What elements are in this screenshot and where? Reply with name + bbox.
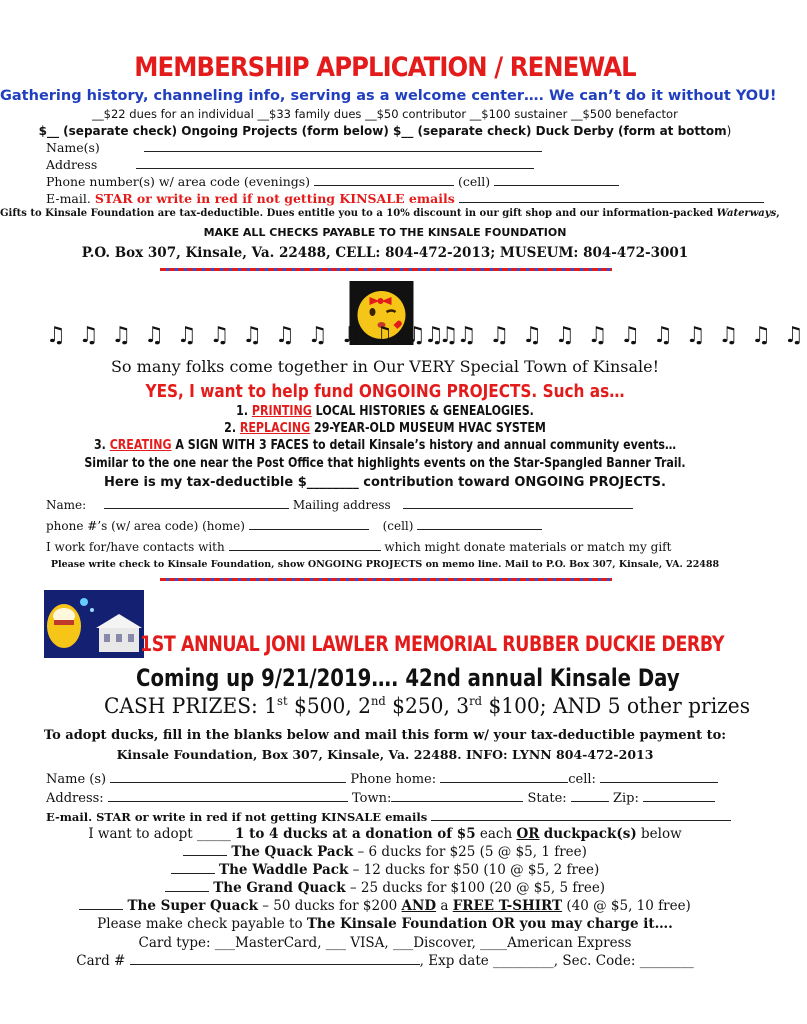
derby-name-field[interactable] <box>110 771 346 783</box>
pack3-name: The Grand Quack <box>213 880 346 896</box>
payable-b: The Kinsale Foundation OR you may charge it…. <box>306 916 673 932</box>
address-row <box>46 157 534 172</box>
item3-key: CREATING <box>109 438 172 453</box>
names-field[interactable] <box>144 140 542 152</box>
pack3-desc: – 25 ducks for $100 (20 @ $5, 5 free) <box>345 880 606 896</box>
exp-seccode[interactable]: , Exp date _________, Sec. Code: ________ <box>419 953 694 969</box>
names-row <box>46 140 542 155</box>
cash-prizes <box>104 694 750 718</box>
card-type-line[interactable]: Card type: ___MasterCard, ___ VISA, ___Discover, ____American Express <box>138 935 632 951</box>
payable-a: Please make check payable to <box>97 916 307 932</box>
derby-cell-field[interactable] <box>600 771 718 783</box>
projects-phone-label: phone #’s (w/ area code) (home) <box>46 519 245 533</box>
adopt-or: OR <box>516 826 540 842</box>
card-num-label: Card # <box>76 953 126 969</box>
pack2-desc: – 12 ducks for $50 (10 @ $5, 2 free) <box>348 862 600 878</box>
pack-grand[interactable] <box>0 880 770 896</box>
town-label: Town: <box>351 791 392 806</box>
cash-b: $500, 2 <box>287 694 371 718</box>
contribution-line[interactable] <box>0 475 770 490</box>
waterways-text: Waterways <box>716 208 777 219</box>
adopt-f: duckpack(s) <box>543 826 637 842</box>
derby-date: Coming up 9/21/2019…. 42nd annual Kinsale Day <box>136 664 680 692</box>
contribution-end: ONGOING PROJECTS. <box>514 475 666 490</box>
cash-d: $100; AND 5 other prizes <box>482 694 751 718</box>
phone-home-label: Phone home: <box>350 772 437 787</box>
pack-waddle[interactable] <box>0 862 770 878</box>
form-at-bottom-text: form at bottom <box>623 124 727 138</box>
mailing-field[interactable] <box>403 497 633 509</box>
projects-phone-row <box>46 518 542 533</box>
email-field[interactable] <box>459 191 764 203</box>
adopt-b: 1 to 4 ducks at a donation of $5 <box>235 826 476 842</box>
paren-close: ) <box>726 124 732 138</box>
pack-super[interactable] <box>0 898 770 914</box>
cash-a: CASH PRIZES: 1 <box>104 694 278 718</box>
phone-home-field[interactable] <box>440 771 568 783</box>
mailing-label: Mailing address <box>292 498 391 512</box>
page-title: MEMBERSHIP APPLICATION / RENEWAL <box>134 52 636 83</box>
projects-home-field[interactable] <box>249 518 369 530</box>
pack4-and: AND <box>401 898 437 914</box>
item1-rest: LOCAL HISTORIES & GENEALOGIES. <box>311 404 534 419</box>
projects-cell-field[interactable] <box>417 518 542 530</box>
duck-derby-photo-icon <box>44 590 144 658</box>
derby-name-label: Name (s) <box>46 772 107 787</box>
music-notes-left: ♫ ♫ ♫ ♫ ♫ ♫ ♫ ♫ ♫ ♫ ♫ ♫ ♫ <box>46 323 462 348</box>
pack4-a: a <box>436 898 453 914</box>
tax-note <box>0 208 780 219</box>
email-red-note: STAR or write in red if not getting KINSALE emails <box>94 191 455 206</box>
pack2-name: The Waddle Pack <box>219 862 349 878</box>
item2-key: REPLACING <box>239 421 311 436</box>
item2-num: 2. <box>224 421 240 436</box>
state-field[interactable] <box>571 790 609 802</box>
derby-address-row <box>46 790 715 806</box>
projects-name-field[interactable] <box>104 497 289 509</box>
email-row <box>46 191 764 206</box>
separate-checks-text: $__ (separate check) Ongoing Projects (form below) $__ (separate check) Duck Derby ( <box>38 124 624 138</box>
music-notes-right: ♫ ♫ ♫ ♫ ♫ ♫ ♫ ♫ ♫ ♫ ♫ ♫ <box>424 323 807 348</box>
projects-name-row <box>46 497 633 512</box>
pack4-desc2: (40 @ $5, 10 free) <box>562 898 691 914</box>
checks-payable: MAKE ALL CHECKS PAYABLE TO THE KINSALE FOUNDATION <box>203 226 567 239</box>
derby-address-label: Address: <box>46 791 104 806</box>
derby-address-field[interactable] <box>108 790 348 802</box>
page-subtitle: Gathering history, channeling info, serving as a welcome center…. We can’t do it without YOU! <box>0 88 777 104</box>
projects-cell-label: (cell) <box>382 519 414 533</box>
adopt-c: each <box>475 826 517 842</box>
phone-row <box>46 174 619 189</box>
address-label: Address <box>46 157 98 172</box>
derby-cell-label: cell: <box>568 772 596 787</box>
projects-headline: YES, I want to help fund ONGOING PROJECTS. Such as… <box>145 381 625 402</box>
pack3-field[interactable] <box>165 880 209 892</box>
derby-email-text: E-mail. STAR or write in red if not getting KINSALE emails <box>46 810 428 824</box>
project-item-3 <box>58 438 713 453</box>
item3-rest: A SIGN WITH 3 FACES to detail Kinsale’s history and annual community events… <box>171 438 677 453</box>
cell-label: (cell) <box>458 174 491 189</box>
pack2-field[interactable] <box>171 862 215 874</box>
project-item-2 <box>58 421 713 436</box>
cash-rd: rd <box>469 694 483 708</box>
derby-email-row <box>46 809 731 824</box>
adopt-g: below <box>636 826 682 842</box>
contact-line: P.O. Box 307, Kinsale, Va. 22488, CELL: 804-472-2013; MUSEUM: 804-472-3001 <box>81 245 689 261</box>
work-end: which might donate materials or match my gift <box>384 540 672 554</box>
dues-options[interactable]: __$22 dues for an individual __$33 family dues __$50 contributor __$100 sustainer __$500 benefactor <box>92 107 678 121</box>
item2-rest: 29-YEAR-OLD MUSEUM HVAC SYSTEM <box>310 421 546 436</box>
pack4-desc1: – 50 ducks for $200 <box>257 898 402 914</box>
item3-num: 3. <box>93 438 110 453</box>
work-label: I work for/have contacts with <box>46 540 225 554</box>
names-label: Name(s) <box>46 140 100 155</box>
pack1-field[interactable] <box>183 844 227 856</box>
card-num-field[interactable] <box>130 953 420 965</box>
divider <box>160 268 612 271</box>
address-field[interactable] <box>136 157 534 169</box>
adopt-line[interactable] <box>0 826 770 842</box>
contribution-text: Here is my tax-deductible $________ contribution toward <box>104 475 515 490</box>
divider <box>160 578 612 581</box>
adopt-instructions: To adopt ducks, fill in the blanks below and mail this form w/ your tax-deductible payment to: <box>43 728 727 743</box>
check-note: Please write check to Kinsale Foundation, show ONGOING PROJECTS on memo line. Mail to P.O. Box 307, Kinsale, VA. 22488 <box>50 559 720 570</box>
cash-nd: nd <box>370 694 386 708</box>
pack4-name: The Super Quack <box>127 898 258 914</box>
card-number-line <box>0 953 770 969</box>
tax-note-end: , <box>776 208 780 219</box>
pack4-field[interactable] <box>79 898 123 910</box>
projects-intro: So many folks come together in Our VERY Special Town of Kinsale! <box>110 357 660 376</box>
derby-name-row <box>46 771 718 787</box>
adopt-a: I want to adopt _____ <box>88 826 236 842</box>
projects-name-label: Name: <box>46 498 87 512</box>
pack-quack[interactable] <box>0 844 770 860</box>
derby-email-field[interactable] <box>431 809 731 821</box>
state-label: State: <box>527 791 567 806</box>
phone-evening-field[interactable] <box>314 174 454 186</box>
pack1-desc: – 6 ducks for $25 (5 @ $5, 1 free) <box>353 844 587 860</box>
tax-note-text: Gifts to Kinsale Foundation are tax-deductible. Dues entitle you to a 10% discount in our gift shop and our information-packed <box>0 208 717 219</box>
item1-num: 1. <box>236 404 252 419</box>
email-label: E-mail. <box>46 191 91 206</box>
derby-address: Kinsale Foundation, Box 307, Kinsale, Va. 22488. INFO: LYNN 804-472-2013 <box>116 747 654 762</box>
payable-line <box>0 916 770 932</box>
pack4-shirt: FREE T-SHIRT <box>452 898 563 914</box>
pack1-name: The Quack Pack <box>231 844 354 860</box>
derby-title: 1ST ANNUAL JONI LAWLER MEMORIAL RUBBER DUCKIE DERBY <box>140 632 725 656</box>
cash-st: st <box>277 694 288 708</box>
cell-field[interactable] <box>494 174 619 186</box>
item1-key: PRINTING <box>251 404 312 419</box>
project-item-3-line2: Similar to the one near the Post Office that highlights events on the Star-Spangled Banner Trail. <box>84 456 686 471</box>
phone-label: Phone number(s) w/ area code (evenings) <box>46 174 311 189</box>
zip-field[interactable] <box>643 790 715 802</box>
town-field[interactable] <box>391 790 523 802</box>
separate-checks-line <box>0 124 770 138</box>
project-item-1 <box>58 404 713 419</box>
cash-c: $250, 3 <box>385 694 470 718</box>
work-row <box>46 539 671 554</box>
zip-label: Zip: <box>612 791 639 806</box>
work-field[interactable] <box>229 539 381 551</box>
